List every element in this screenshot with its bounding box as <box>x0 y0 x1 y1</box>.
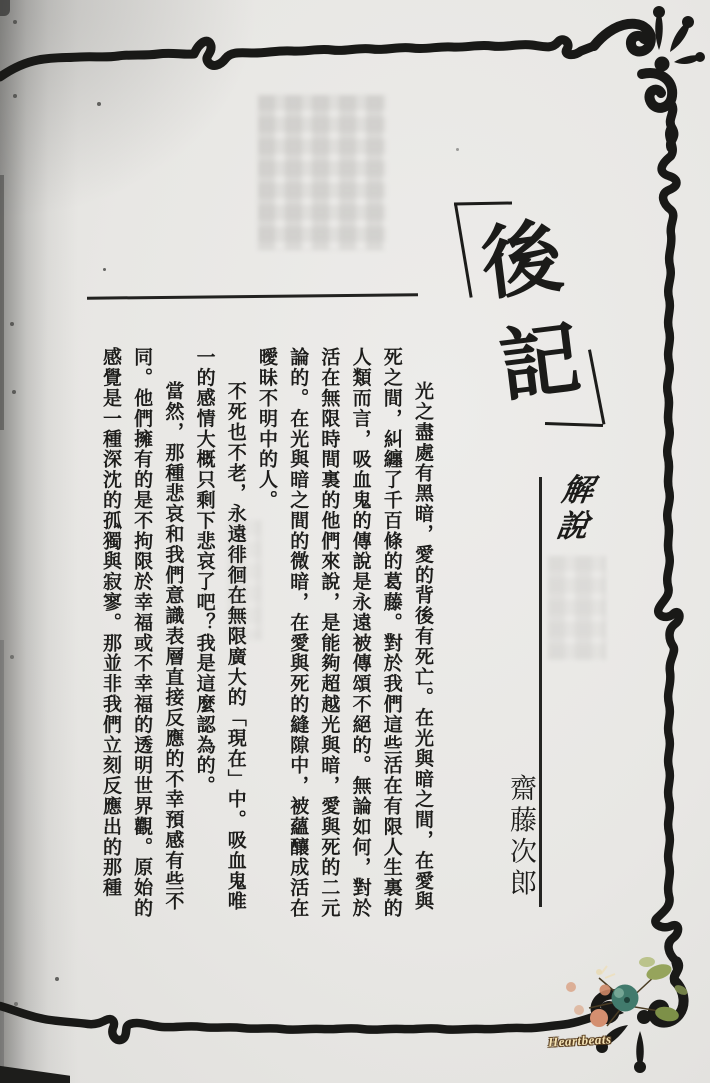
scan-speck <box>14 1002 18 1006</box>
frame-border-top <box>0 30 625 100</box>
frame-border-bottom <box>0 992 615 1062</box>
scan-speck <box>13 20 17 24</box>
paragraph: 不死也不老，永遠徘徊在無限廣大的「現在」中。吸血鬼唯一的感情大概只剩下悲哀了吧？我是這麼認為的。 <box>193 347 246 912</box>
frame-border-bottom-line <box>0 1006 612 1040</box>
title-bracket-open <box>454 201 512 205</box>
page-corner-shadow <box>0 0 10 16</box>
page-edge-strip <box>0 175 4 430</box>
blossom-salmon <box>590 1009 608 1027</box>
flourish-tail <box>670 102 674 148</box>
scan-speck <box>55 977 59 981</box>
scan-speck <box>10 322 14 326</box>
scan-speck <box>97 102 101 106</box>
scan-speck <box>10 655 14 659</box>
frame-border-right-line <box>655 128 679 968</box>
scan-speck <box>456 148 459 151</box>
leaf <box>654 1005 680 1024</box>
flourish-teardrop <box>682 16 694 28</box>
scan-speck <box>103 268 106 271</box>
blossom-salmon <box>566 982 576 992</box>
title-bracket-close <box>588 349 605 424</box>
flower-sparkle <box>601 966 615 978</box>
blossom-salmon <box>600 985 611 996</box>
leaf <box>673 983 689 997</box>
scan-speck <box>13 94 17 98</box>
flower-bud <box>596 969 602 975</box>
flourish-teardrop <box>695 52 705 62</box>
title-bracket-open <box>454 204 473 298</box>
body-text <box>84 347 438 928</box>
corner-flourish-top-right-icon <box>558 0 710 150</box>
ghost-bleedthrough <box>258 95 386 250</box>
afterword-title-char: 記 <box>494 315 586 413</box>
paragraph: 當然，那種悲哀和我們意識表層直接反應的不幸預感有些不同。他們擁有的是不拘限於幸福或不幸福的透明世界觀。原始的感覺是一種深沈的孤獨與寂寥。那並非我們立刻反應出的那種 <box>99 347 184 919</box>
flower-center <box>624 997 630 1003</box>
flourish-teardrop <box>653 6 665 18</box>
scan-speck <box>12 390 16 394</box>
frame-border-top-line <box>0 40 594 77</box>
flourish-spiral <box>594 24 651 52</box>
author-name: 齋藤次郎 <box>506 774 536 900</box>
flower-highlight <box>614 988 624 998</box>
blossom-salmon <box>574 1005 584 1015</box>
paragraph: 光之盡處有黑暗，愛的背後有死亡。在光與暗之間，在愛與死之間，糾纏了千百條的葛藤。對於我們這些活在有限人生裏的人類而言，吸血鬼的傳說是永遠被傳頌不絕的。無論如何，對於活在無限時間裏的他們來說，是能夠超越光與暗，愛與死的二元論的。在光與暗之間的微暗，在愛與死的縫隙中，被蘊釀成活在曖昧不明中的人。 <box>255 347 433 919</box>
leaf <box>639 956 656 967</box>
flourish-teardrop <box>634 1061 646 1073</box>
title-bracket-close <box>545 422 603 427</box>
commentary-label: 解說 <box>549 473 595 545</box>
afterword-title-char: 後 <box>476 213 568 311</box>
horizontal-rule <box>87 293 418 299</box>
watermark-text: Heartbeats <box>547 1031 612 1050</box>
frame-border-right <box>635 128 710 968</box>
